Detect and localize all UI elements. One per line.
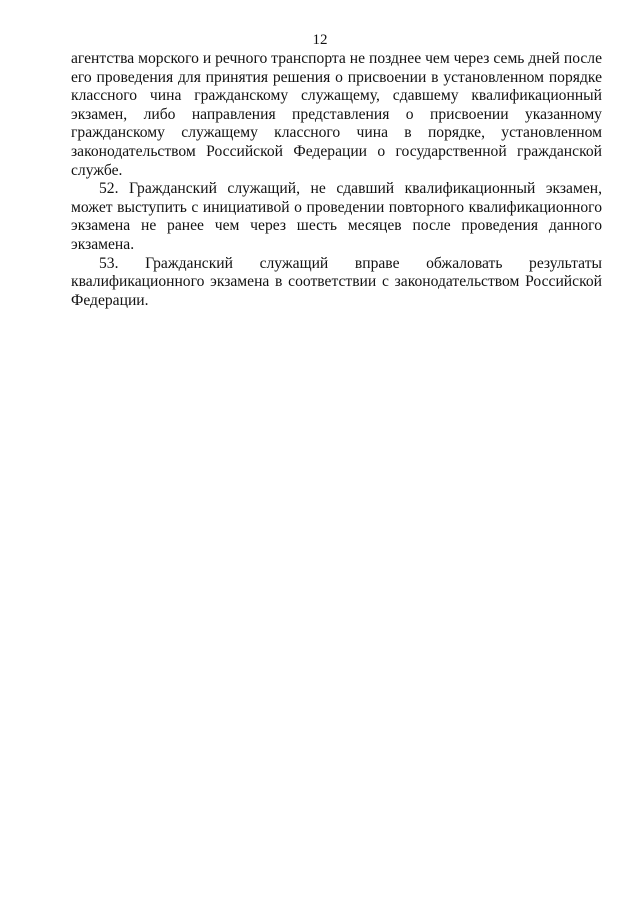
- text-line: либо направления представления о присвоении указанному гражданскому: [71, 105, 602, 142]
- text-line: служащему классного чина в порядке, установленном законодательством: [71, 124, 603, 160]
- text-line: 53. Гражданский служащий вправе обжаловать результаты: [99, 254, 602, 272]
- paragraph-item-52: [71, 180, 602, 254]
- text-line: выступить с инициативой о проведении повторного квалификационного экзамена: [71, 198, 602, 235]
- page-number: 12: [312, 32, 328, 48]
- document-body: [71, 50, 602, 310]
- text-line: 52. Гражданский служащий, не сдавший квалификационный экзамен, может: [71, 180, 602, 216]
- text-line: Федерации.: [71, 291, 149, 309]
- text-line: квалификационного экзамена в соответствии с законодательством Российской: [71, 273, 602, 291]
- text-line: не ранее чем через шесть месяцев после проведения данного экзамена.: [71, 217, 602, 253]
- paragraph-continuation: [71, 50, 602, 180]
- paragraph-item-53: [71, 255, 602, 311]
- text-line: агентства морского и речного транспорта не позднее чем через семь дней после: [71, 50, 602, 67]
- text-line: классного чина гражданскому служащему, сдавшему квалификационный экзамен,: [71, 87, 602, 123]
- text-line: его проведения для принятия решения о присвоении в установленном порядке: [71, 68, 602, 86]
- text-line: Российской Федерации о государственной гражданской службе.: [71, 142, 602, 179]
